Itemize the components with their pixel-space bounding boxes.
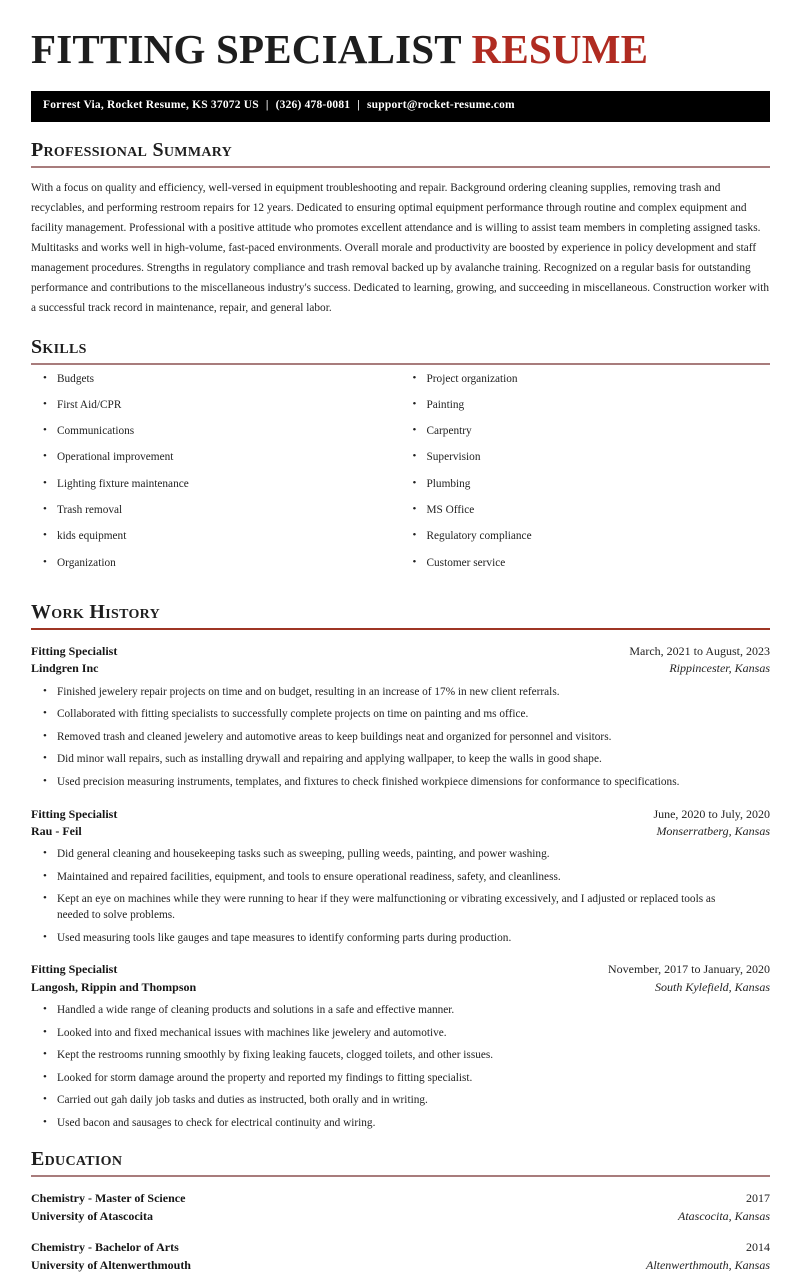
job-company: Lindgren Inc (31, 661, 99, 676)
list-item: • Plumbing (427, 479, 771, 492)
job-location: Monserratberg, Kansas (656, 823, 770, 838)
list-item: • Did general cleaning and housekeeping tasks such as sweeping, pulling weeds, painting, and power washing. (57, 847, 770, 863)
education-year: 2014 (746, 1240, 770, 1255)
section-rule-education (31, 1175, 770, 1177)
list-item: • Carpentry (427, 426, 771, 439)
job-subheader-row (31, 979, 770, 996)
job-bullet-list (31, 847, 770, 946)
list-item: • Regulatory compliance (427, 531, 771, 544)
list-item: • Lighting fixture maintenance (57, 479, 401, 492)
contact-phone[interactable]: (326) 478-0081 (275, 99, 351, 112)
job-company: Langosh, Rippin and Thompson (31, 979, 197, 994)
education-header-row (31, 1189, 770, 1207)
job-header-row (31, 961, 770, 978)
job-subheader-row (31, 660, 770, 677)
contact-separator-1: | (265, 99, 269, 112)
list-item: • Used bacon and sausages to check for electrical continuity and wiring. (57, 1116, 770, 1132)
skills-column-left (31, 374, 401, 584)
job-title: Fitting Specialist (31, 962, 118, 977)
education-entry (31, 1238, 770, 1274)
section-rule-skills (31, 363, 770, 365)
list-item: • Customer service (427, 558, 771, 571)
section-work-history (31, 601, 770, 1132)
education-school: University of Atascocita (31, 1209, 153, 1224)
list-item: • Operational improvement (57, 452, 401, 465)
job-header-row (31, 806, 770, 823)
job-dates: March, 2021 to August, 2023 (629, 643, 770, 658)
list-item: • kids equipment (57, 531, 401, 544)
section-rule-work-history (31, 628, 770, 630)
education-year: 2017 (746, 1191, 770, 1206)
list-item: • Used precision measuring instruments, templates, and fixtures to check finished workpiece dimensions for conformance to specifications. (57, 775, 770, 791)
section-education (31, 1148, 770, 1274)
list-item: • Did minor wall repairs, such as installing drywall and repairing and applying wallpaper, to keep the walls in good shape. (57, 752, 770, 768)
list-item: • Painting (427, 400, 771, 413)
job-location: Rippincester, Kansas (669, 661, 770, 676)
list-item: • Kept the restrooms running smoothly by fixing leaking faucets, clogged toilets, and other issues. (57, 1048, 770, 1064)
page-title-main: FITTING SPECIALIST (31, 26, 462, 72)
list-item: • Finished jewelery repair projects on time and on budget, resulting in an increase of 17% in new client referrals. (57, 685, 770, 701)
section-heading-education: Education (31, 1148, 123, 1171)
list-item: • Handled a wide range of cleaning products and solutions in a safe and effective manner. (57, 1003, 770, 1019)
job-subheader-row (31, 823, 770, 840)
list-item: • Looked for storm damage around the property and reported my findings to fitting specialist. (57, 1071, 770, 1087)
education-header-row (31, 1238, 770, 1256)
list-item: • Supervision (427, 452, 771, 465)
education-school: University of Altenwerthmouth (31, 1258, 191, 1273)
list-item: • Removed trash and cleaned jewelery and automotive areas to keep buildings neat and organized for personnel and visitors. (57, 730, 770, 746)
skills-column-right (401, 374, 771, 584)
list-item: • MS Office (427, 505, 771, 518)
professional-summary-text: With a focus on quality and efficiency, well-versed in equipment troubleshooting and repair. Background ordering cleaning supplies, removing trash and recyclables, and performing restroom repairs for 12 years. Dedicated to ensuring optimal equipment performance through routine and complex equipment and facility management. Professional with a positive attitude who promotes excellent attendance and is willing to assist team members in completing assigned tasks. Multitasks and works well in high-volume, fast-paced environments. Overall morale and productivity are boosted by experience in policy development and staff management procedures. Strengths in regulatory compliance and trash removal backed up by avalanche training. Recognized on a regular basis for outstanding performance and contributions to the miscellaneous industry's success. Dedicated to learning, growing, and succeeding in miscellaneous. Construction worker with a successful track record in maintenance, repair, and general labor. (31, 181, 770, 315)
list-item: • Budgets (57, 374, 401, 387)
skills-list-left (31, 374, 401, 571)
list-item: • Organization (57, 558, 401, 571)
work-history-entry (31, 643, 770, 791)
education-degree: Chemistry - Master of Science (31, 1191, 186, 1206)
page-title (31, 28, 770, 71)
section-heading-work-history: Work History (31, 600, 160, 623)
list-item: • Communications (57, 426, 401, 439)
list-item: • Used measuring tools like gauges and tape measures to identify conforming parts during production. (57, 931, 770, 947)
education-degree: Chemistry - Bachelor of Arts (31, 1240, 179, 1255)
list-item: • Project organization (427, 374, 771, 387)
section-rule-summary (31, 166, 770, 168)
job-title: Fitting Specialist (31, 806, 118, 821)
job-dates: June, 2020 to July, 2020 (653, 806, 770, 821)
list-item: • Kept an eye on machines while they were running to hear if they were malfunctioning or vibrating excessively, and I adjusted or replaced tools as needed to solve problems. (57, 892, 770, 923)
section-heading-summary: Professional Summary (31, 138, 233, 161)
list-item: • Trash removal (57, 505, 401, 518)
section-skills (31, 336, 770, 584)
work-history-entry (31, 806, 770, 947)
job-bullet-list (31, 1003, 770, 1131)
list-item: • Carried out gah daily job tasks and duties as instructed, both orally and in writing. (57, 1093, 770, 1109)
job-header-row (31, 643, 770, 660)
section-professional-summary (31, 139, 770, 319)
job-title: Fitting Specialist (31, 643, 118, 658)
contact-bar (31, 91, 770, 122)
job-company: Rau - Feil (31, 823, 82, 838)
skills-list-right (401, 374, 771, 571)
education-subheader-row (31, 1207, 770, 1225)
work-history-entry (31, 961, 770, 1131)
page-title-accent: RESUME (471, 26, 649, 72)
contact-email[interactable]: support@rocket-resume.com (367, 99, 515, 112)
education-location: Atascocita, Kansas (678, 1209, 770, 1224)
contact-separator-2: | (357, 99, 360, 112)
job-location: South Kylefield, Kansas (655, 979, 770, 994)
section-heading-skills: Skills (31, 335, 87, 358)
skills-columns (31, 374, 770, 584)
job-bullet-list (31, 685, 770, 791)
education-entry (31, 1189, 770, 1225)
list-item: • Looked into and fixed mechanical issues with machines like jewelery and automotive. (57, 1026, 770, 1042)
contact-address: Forrest Via, Rocket Resume, KS 37072 US (43, 99, 259, 112)
list-item: • Maintained and repaired facilities, equipment, and tools to ensure operational readiness, safety, and cleanliness. (57, 870, 770, 886)
list-item: • Collaborated with fitting specialists to successfully complete projects on time on painting and ms office. (57, 707, 770, 723)
education-location: Altenwerthmouth, Kansas (645, 1258, 770, 1273)
list-item: • First Aid/CPR (57, 400, 401, 413)
education-subheader-row (31, 1256, 770, 1274)
job-dates: November, 2017 to January, 2020 (607, 962, 770, 977)
